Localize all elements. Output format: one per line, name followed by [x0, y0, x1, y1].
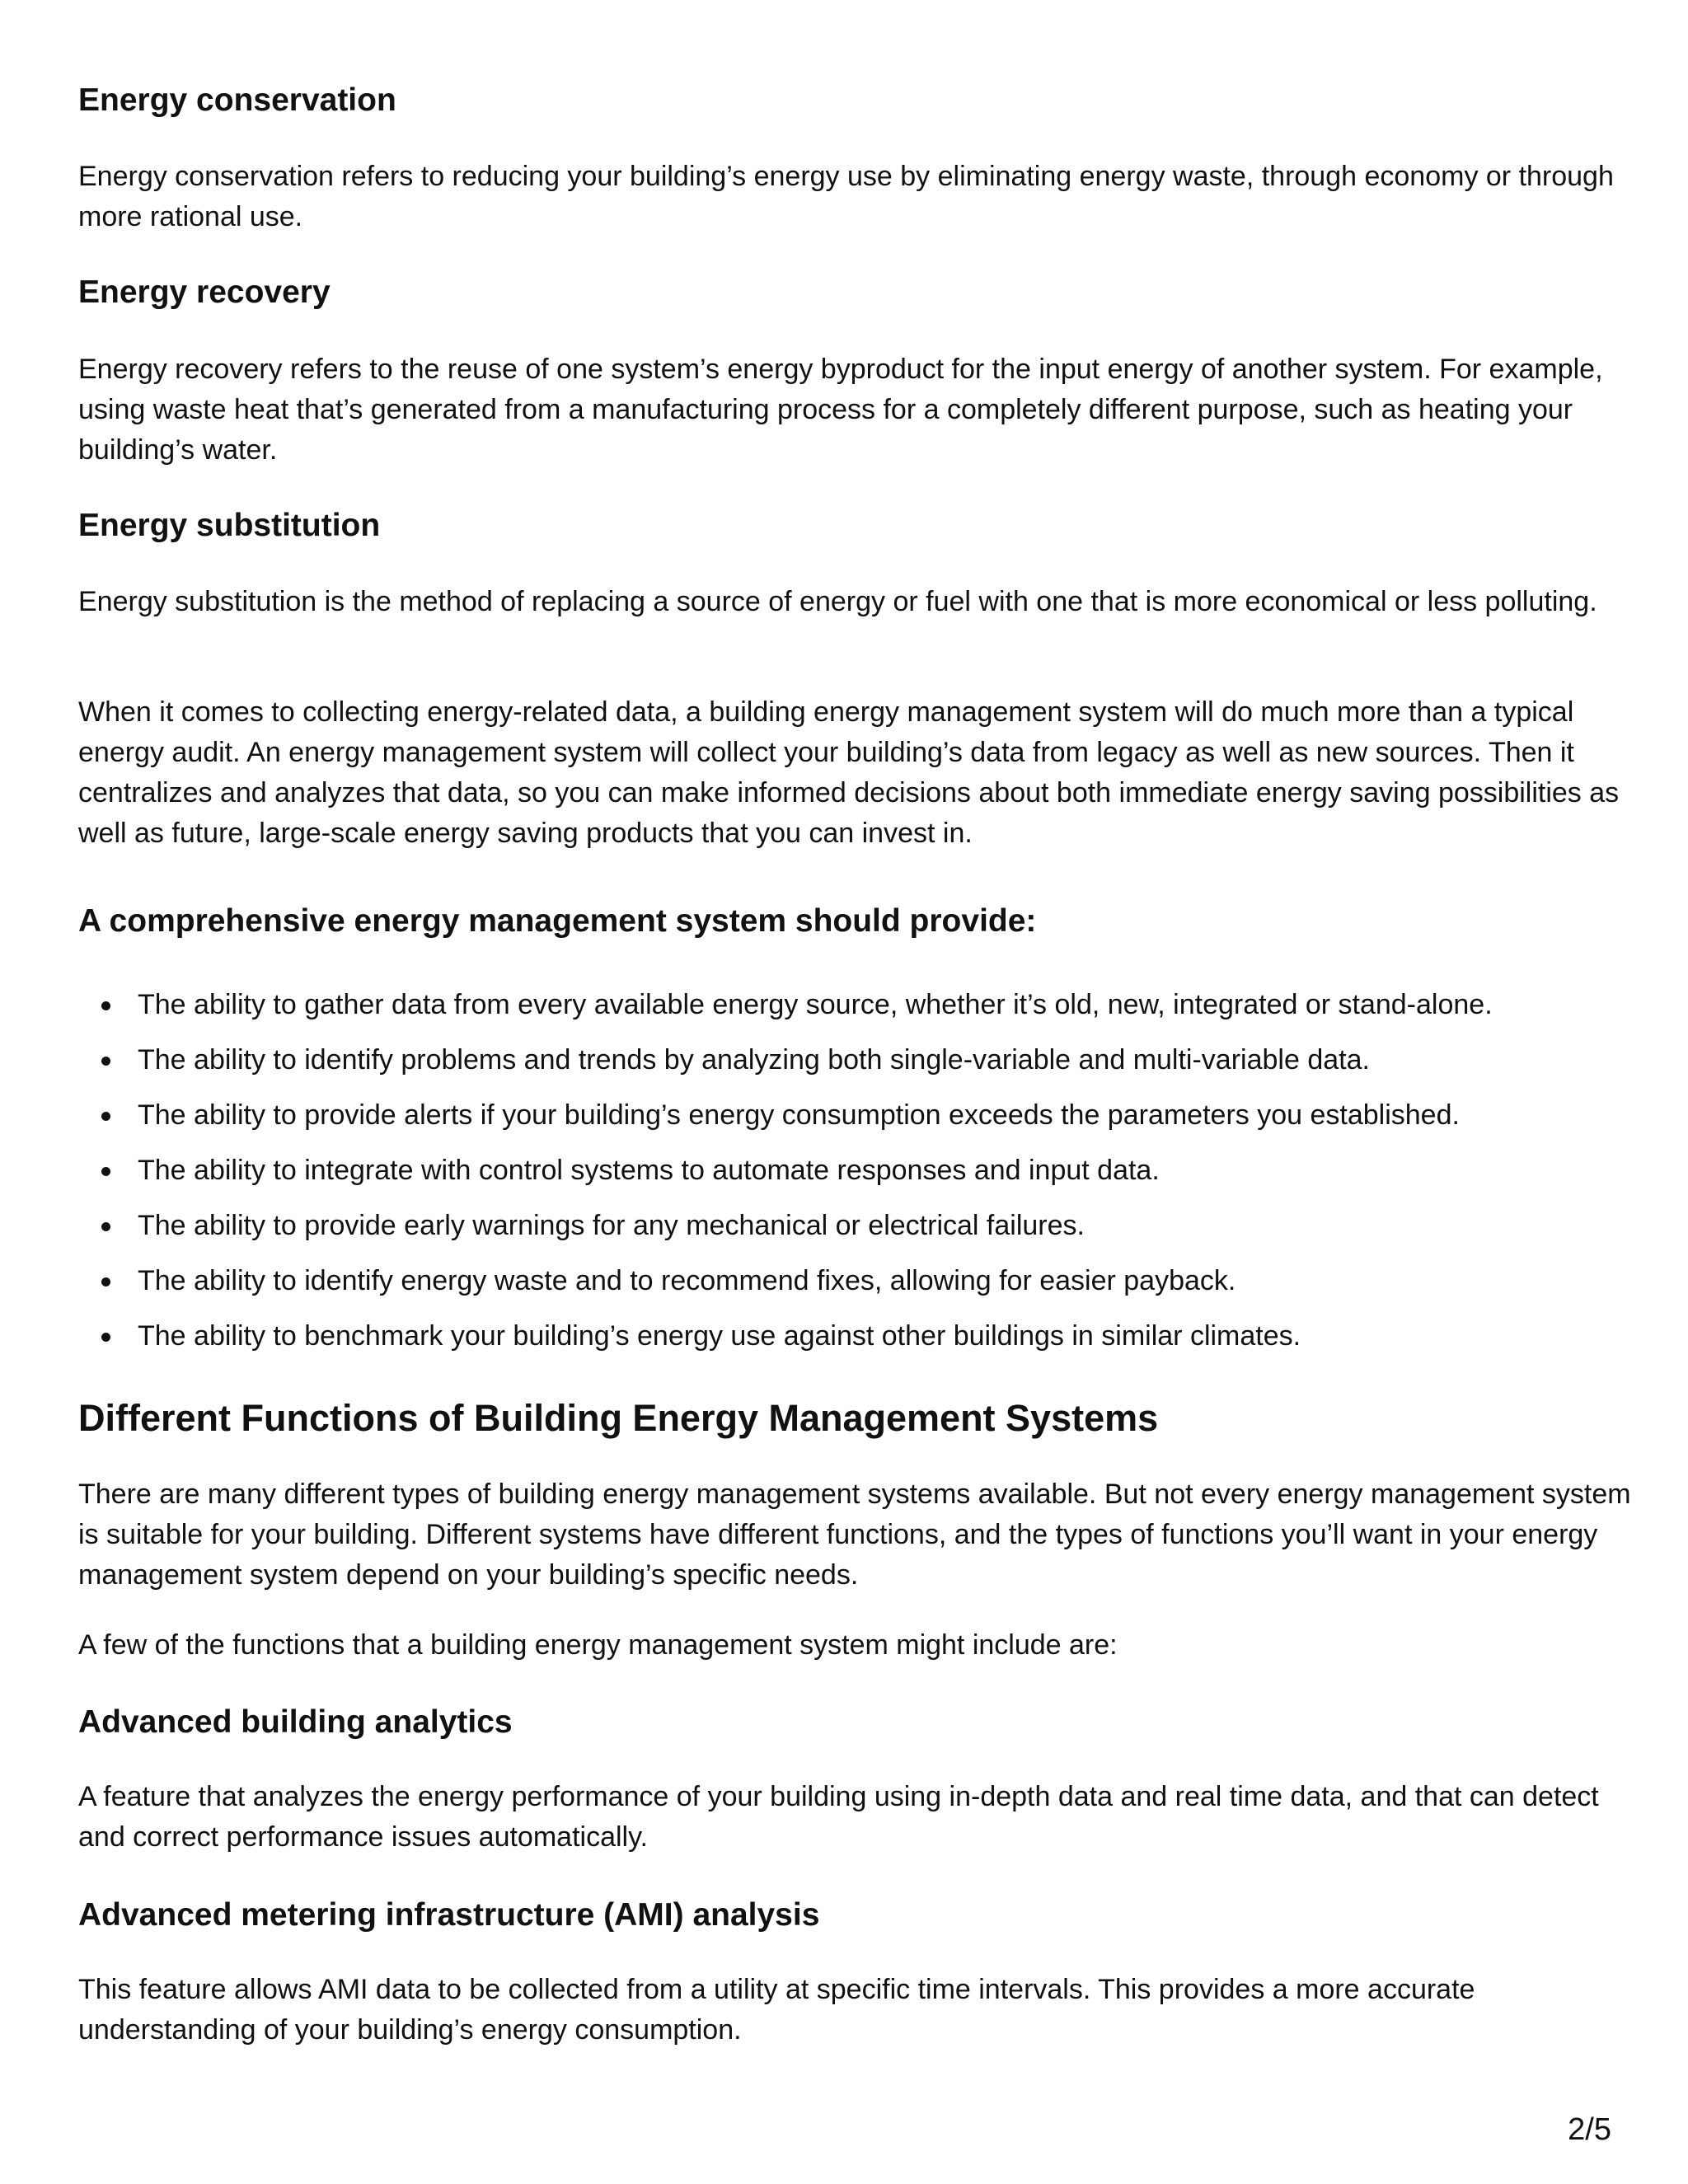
- bullet-icon: [101, 1277, 110, 1286]
- paragraph-energy-recovery: Energy recovery refers to the reuse of one system’s energy byproduct for the input energy of another system. For example, using waste heat that’s generated from a manufacturing process for a completely different purpose, such as heating your building’s water.: [78, 354, 1603, 466]
- list-item: The ability to identify problems and trends by analyzing both single-variable and multi-variable data.: [78, 1040, 1640, 1095]
- heading-energy-substitution: Energy substitution: [78, 508, 381, 543]
- bullet-icon: [101, 1001, 110, 1010]
- list-item: The ability to provide early warnings for any mechanical or electrical failures.: [78, 1206, 1640, 1261]
- list-item: The ability to integrate with control systems to automate responses and input data.: [78, 1151, 1640, 1206]
- list-item: The ability to benchmark your building’s energy use against other buildings in similar climates.: [78, 1316, 1640, 1371]
- paragraph-data-collection: When it comes to collecting energy-related data, a building energy management system will do much more than a typical energy audit. An energy management system will collect your building’s data from legacy as well as new sources. Then it centralizes and analyzes that data, so you can make informed decisions about both immediate energy saving possibilities as well as future, large-scale energy saving products that you can invest in.: [78, 696, 1620, 849]
- bullet-icon: [101, 1167, 110, 1176]
- bullet-icon: [101, 1112, 110, 1121]
- paragraph-energy-conservation: Energy conservation refers to reducing your building’s energy use by eliminating energy waste, through economy or through more rational use.: [78, 161, 1614, 232]
- paragraph-functions-list-intro: A few of the functions that a building energy management system might include are:: [78, 1629, 1118, 1661]
- heading-different-functions: Different Functions of Building Energy Management Systems: [78, 1397, 1159, 1439]
- heading-energy-recovery: Energy recovery: [78, 274, 331, 310]
- paragraph-energy-substitution: Energy substitution is the method of replacing a source of energy or fuel with one that is more economical or less polluting.: [78, 586, 1597, 617]
- list-item: The ability to identify energy waste and to recommend fixes, allowing for easier payback.: [78, 1261, 1640, 1316]
- paragraph-ami-analysis: This feature allows AMI data to be collected from a utility at specific time intervals. This provides a more accurate understanding of your building’s energy consumption.: [78, 1974, 1475, 2046]
- bullet-icon: [101, 1057, 110, 1066]
- heading-comprehensive-system: A comprehensive energy management system should provide:: [78, 903, 1037, 939]
- heading-ami-analysis: Advanced metering infrastructure (AMI) analysis: [78, 1897, 820, 1933]
- paragraph-functions-intro: There are many different types of building energy management systems available. But not every energy management system is suitable for your building. Different systems have different functions, and the types of functions you’ll want in your energy management system depend on your building’s specific needs.: [78, 1479, 1631, 1591]
- heading-advanced-building-analytics: Advanced building analytics: [78, 1704, 513, 1740]
- bullet-icon: [101, 1222, 110, 1231]
- list-item: The ability to gather data from every available energy source, whether it’s old, new, integrated or stand-alone.: [78, 985, 1640, 1040]
- capabilities-list: [78, 985, 1640, 1371]
- page-number: 2/5: [1568, 2112, 1611, 2147]
- list-item: The ability to provide alerts if your building’s energy consumption exceeds the parameters you established.: [78, 1095, 1640, 1151]
- paragraph-advanced-building-analytics: A feature that analyzes the energy performance of your building using in-depth data and real time data, and that can detect and correct performance issues automatically.: [78, 1781, 1599, 1853]
- bullet-icon: [101, 1333, 110, 1342]
- heading-energy-conservation: Energy conservation: [78, 82, 396, 118]
